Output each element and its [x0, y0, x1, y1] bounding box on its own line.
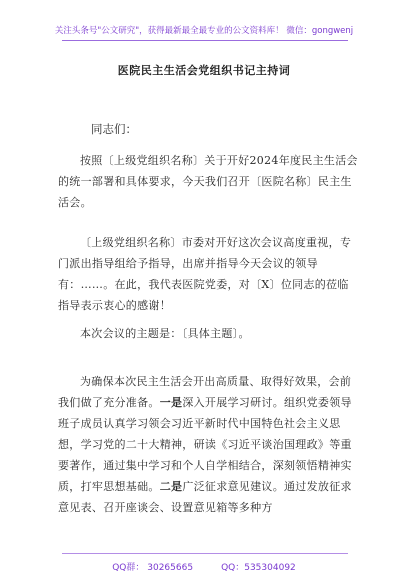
point-one-label: 一是 [159, 396, 183, 409]
header-divider [62, 40, 348, 41]
paragraph-2: 〔上级党组织名称〕市委对开好这次会议高度重视，专门派出指导组给予指导，出席并指导今天会议的领导有：……。在此，我代表医院党委，对〔X〕位同志的莅临指导表示衷心的感谢！ [58, 236, 352, 312]
greeting: 同志们： [91, 122, 137, 136]
footer-divider [62, 553, 348, 554]
header-notice: 关注头条号"公文研究"，获得最新最全最专业的公文资料库！ 微信：gongwenj [54, 26, 354, 36]
page-title: 医院民主生活会党组织书记主持词 [117, 64, 291, 77]
point-two-text: 广泛征求意见建议。通过发放征求意见表、召开座谈会、设置意见箱等多种方 [58, 480, 352, 514]
footer-qq-group: QQ群： 30265665 [112, 563, 194, 573]
paragraph-4 [58, 371, 358, 518]
paragraph-3: 本次会议的主题是：〔具体主题〕。 [80, 327, 250, 340]
paragraph-4-intro: 为确保本次民主生活会开出高质量、取得好效果，会前我们做了充分准备。 [58, 375, 352, 409]
point-two-label: 二是 [159, 480, 183, 493]
point-one-text: 深入开展学习研讨。组织党委领导班子成员认真学习领会习近平新时代中国特色社会主义思想，学习党的二十大精神，研读《习近平谈治国理政》等重要著作，通过集中学习和个人自学相结合，深刻领悟精神实质，打牢思想基础。 [58, 396, 352, 493]
paragraph-1: 按照〔上级党组织名称〕关于开好2024年度民主生活会的统一部署和具体要求，今天我们召开〔医院名称〕民主生活会。 [58, 154, 358, 209]
footer-qq: QQ：535304092 [221, 563, 296, 573]
footer [0, 560, 408, 573]
